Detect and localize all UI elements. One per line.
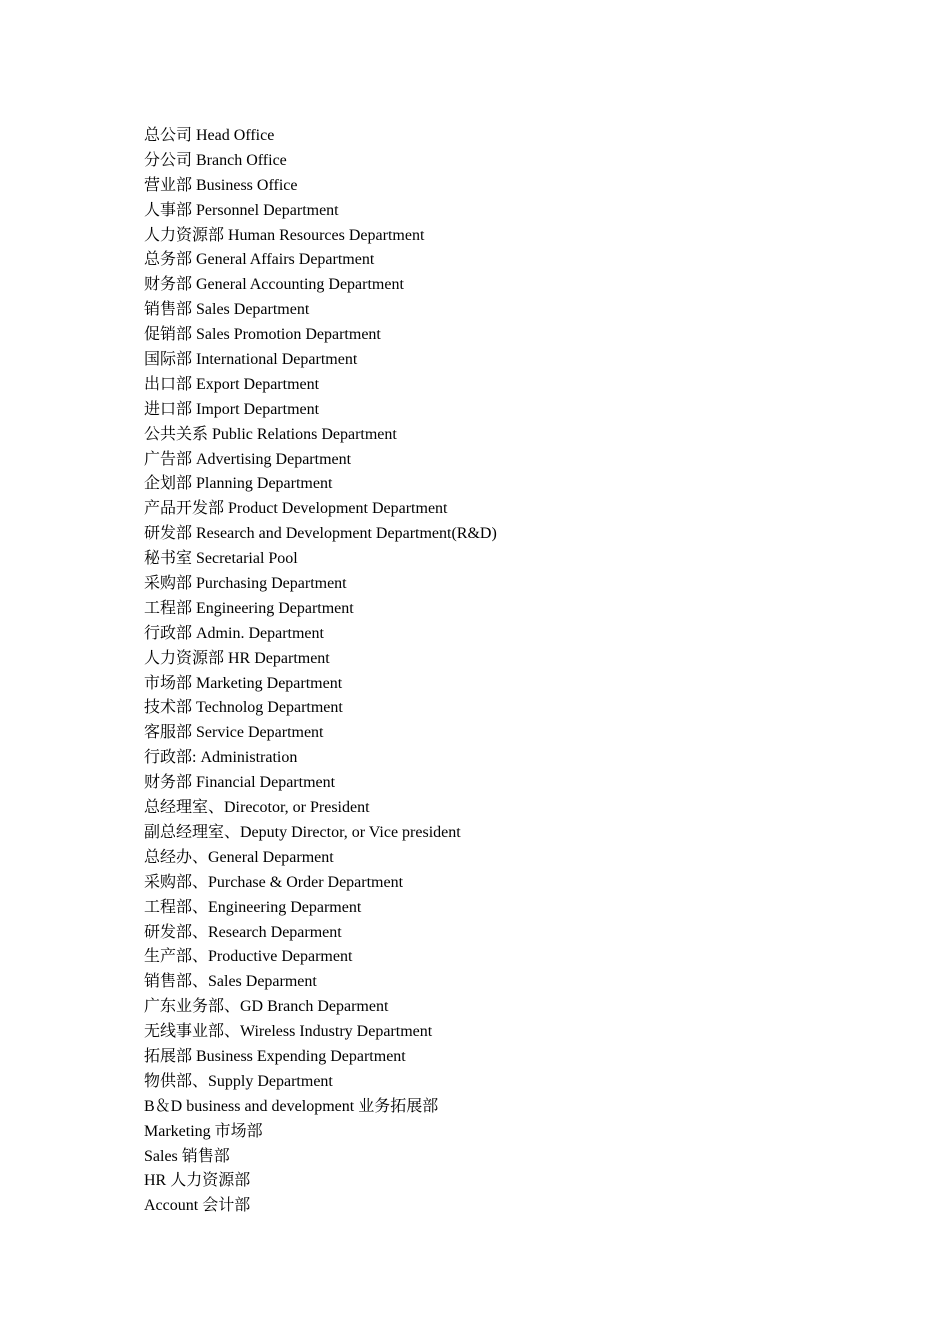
list-item: 拓展部 Business Expending Department (144, 1047, 406, 1065)
list-item: 无线事业部、Wireless Industry Department (144, 1023, 433, 1041)
list-item: 公共关系 Public Relations Department (144, 425, 397, 443)
list-item: 进口部 Import Department (144, 400, 320, 418)
list-item: 研发部 Research and Development Department(R&D) (144, 525, 497, 543)
list-item: 行政部: Administration (144, 749, 298, 767)
list-item: HR 人力资源部 (144, 1172, 251, 1190)
list-item: 人事部 Personnel Department (144, 201, 339, 219)
list-item: 企划部 Planning Department (144, 475, 333, 493)
department-list (144, 124, 864, 1219)
list-item: 研发部、Research Deparment (144, 923, 342, 941)
list-item: Sales 销售部 (144, 1147, 230, 1165)
list-item: 市场部 Marketing Department (144, 674, 343, 692)
list-item: 广东业务部、GD Branch Deparment (144, 998, 389, 1016)
list-item: 人力资源部 Human Resources Department (144, 226, 425, 244)
list-item: 广告部 Advertising Department (144, 450, 352, 468)
list-item: 促销部 Sales Promotion Department (144, 326, 381, 344)
list-item: 总经理室、Direcotor, or President (144, 799, 370, 817)
list-item: 分公司 Branch Office (144, 151, 287, 169)
list-item: 销售部、Sales Deparment (144, 973, 317, 991)
list-item: 营业部 Business Office (144, 176, 298, 194)
list-item: 销售部 Sales Department (144, 301, 310, 319)
list-item: 产品开发部 Product Development Department (144, 500, 448, 518)
list-item: 工程部、Engineering Deparment (144, 898, 362, 916)
list-item: 技术部 Technolog Department (144, 699, 343, 717)
list-item: 出口部 Export Department (144, 375, 320, 393)
list-item: 客服部 Service Department (144, 724, 324, 742)
list-item: 总经办、General Deparment (144, 848, 334, 866)
list-item: 工程部 Engineering Department (144, 599, 354, 617)
list-item: 采购部、Purchase & Order Department (144, 873, 404, 891)
list-item: 采购部 Purchasing Department (144, 575, 347, 593)
list-item: B＆D business and development 业务拓展部 (144, 1097, 439, 1115)
list-item: 行政部 Admin. Department (144, 624, 324, 642)
list-item: Account 会计部 (144, 1197, 251, 1215)
list-item: 总公司 Head Office (144, 127, 275, 144)
list-item: 财务部 General Accounting Department (144, 276, 404, 294)
list-item: 人力资源部 HR Department (144, 649, 330, 667)
list-item: 国际部 International Department (144, 351, 358, 369)
list-item: 总务部 General Affairs Department (144, 251, 375, 269)
list-item: Marketing 市场部 (144, 1122, 263, 1140)
list-item: 生产部、Productive Deparment (144, 948, 353, 966)
list-item: 秘书室 Secretarial Pool (144, 550, 298, 568)
list-item: 副总经理室、Deputy Director, or Vice president (144, 823, 461, 841)
list-item: 物供部、Supply Department (144, 1072, 333, 1090)
list-item: 财务部 Financial Department (144, 774, 336, 792)
